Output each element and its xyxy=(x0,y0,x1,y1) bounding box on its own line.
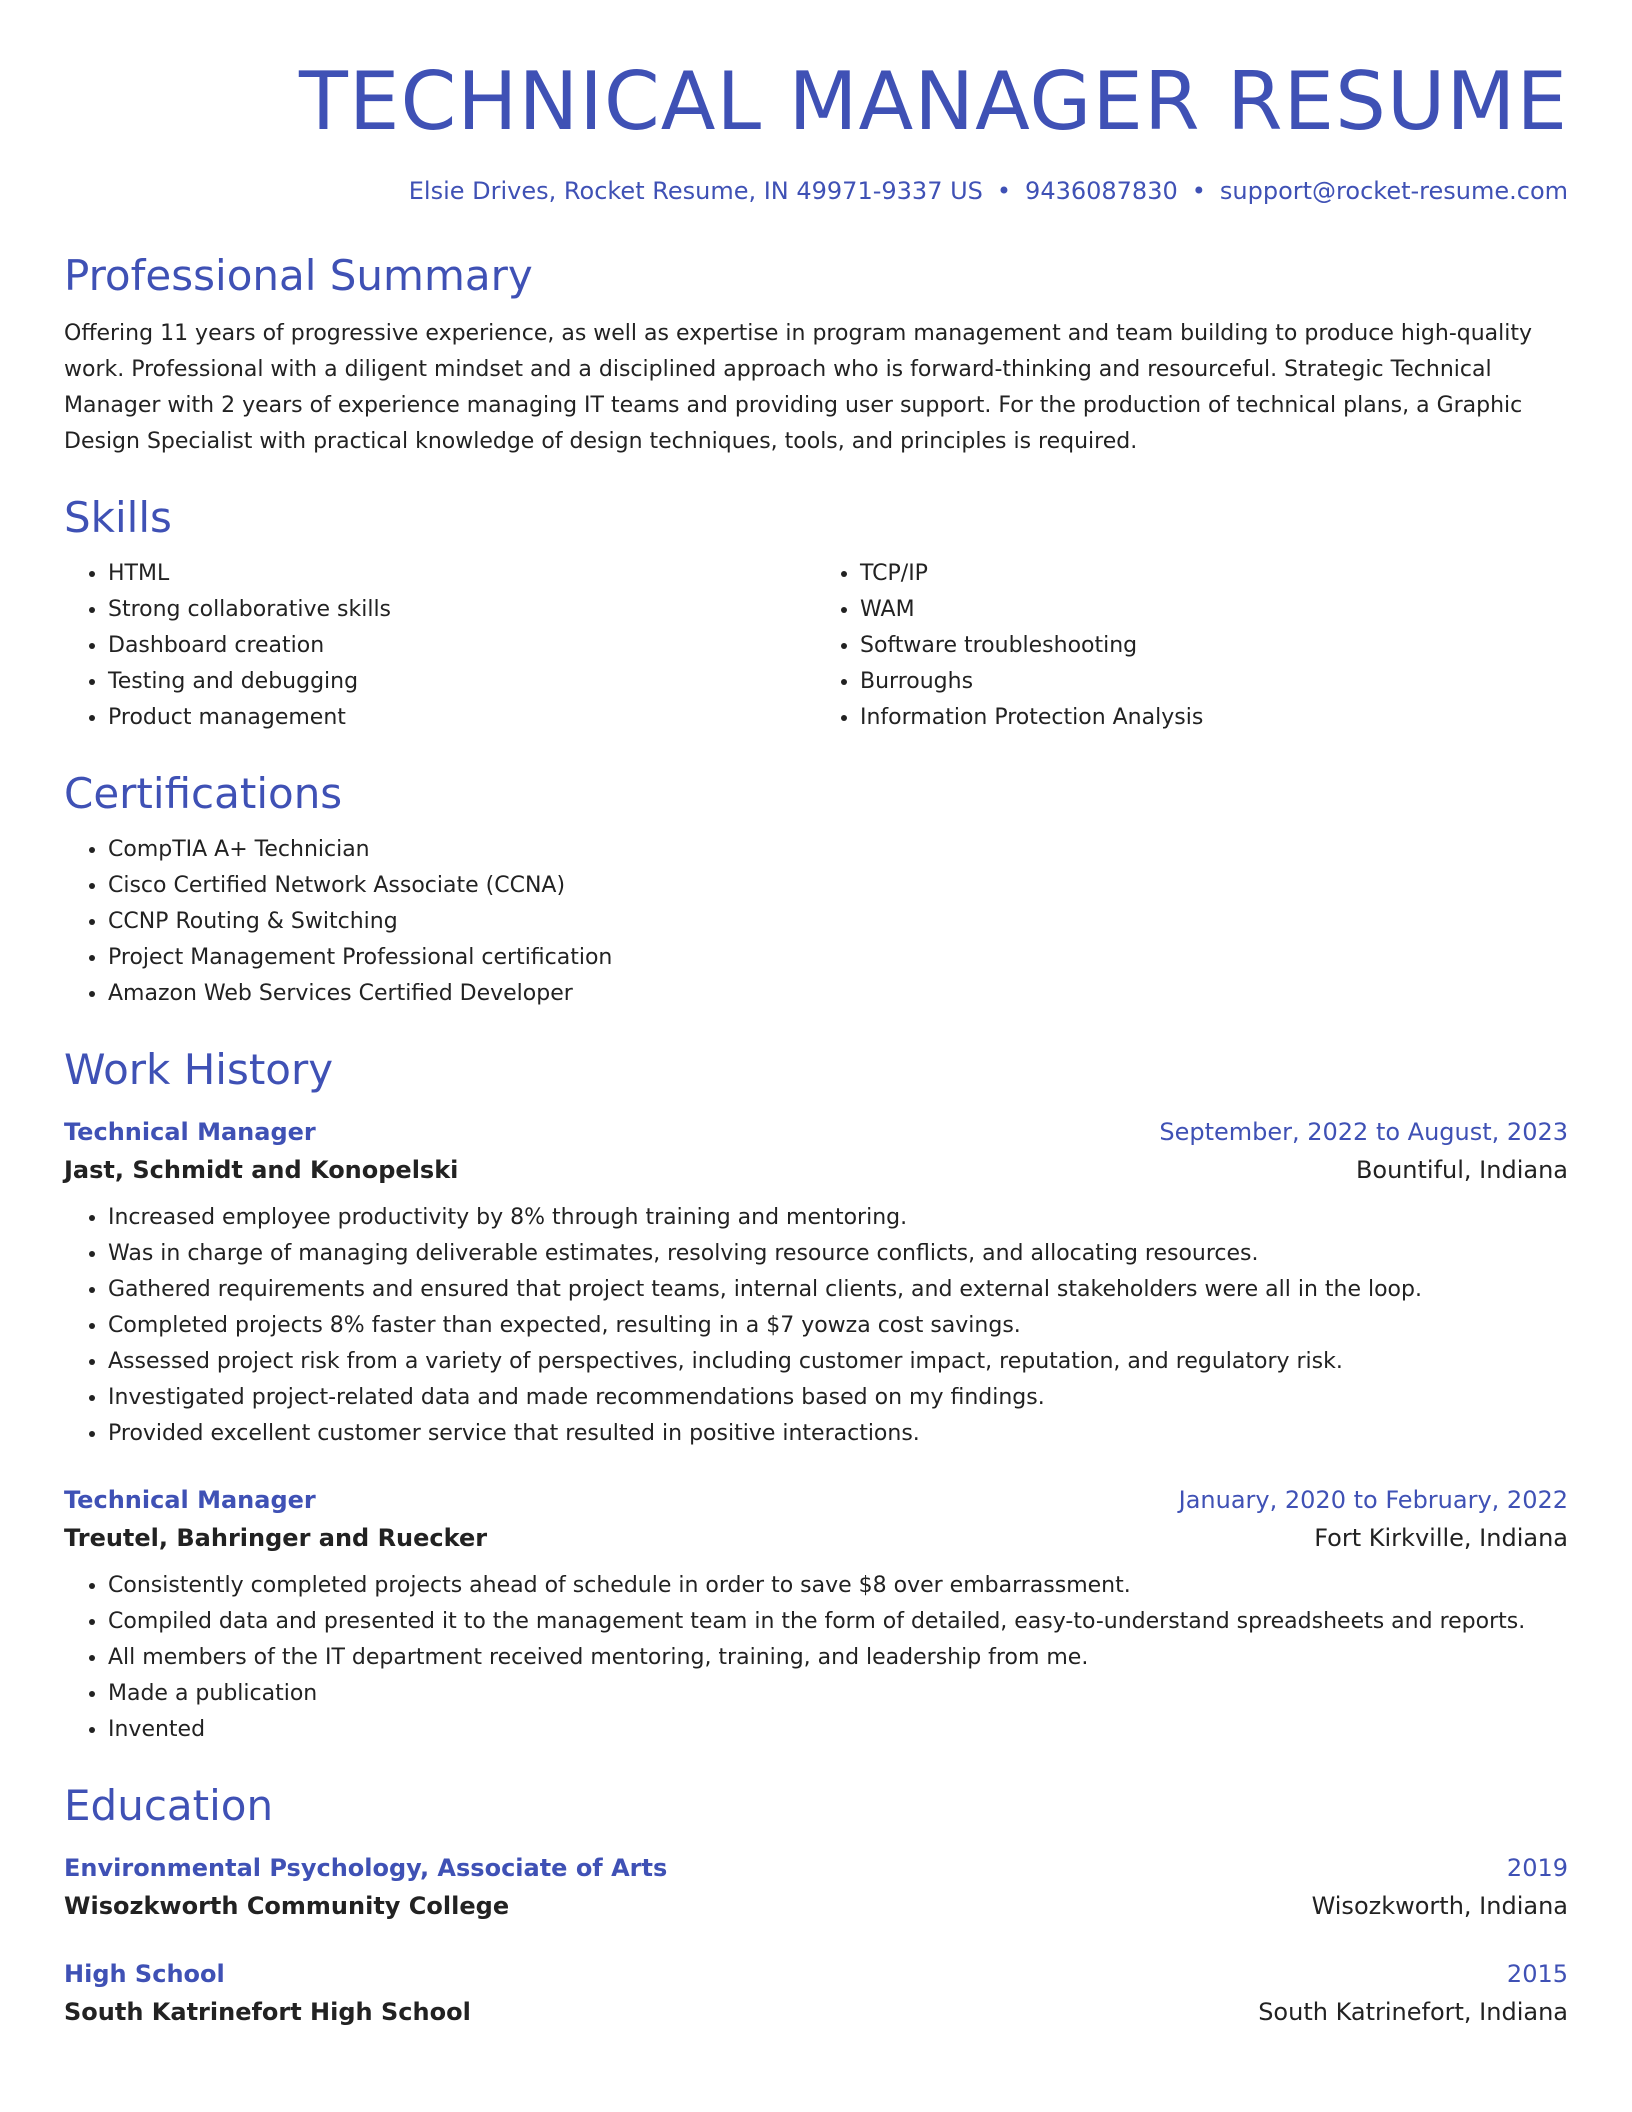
list-item: • WAM xyxy=(860,592,1568,628)
list-item: • TCP/IP xyxy=(860,556,1568,592)
degree: Environmental Psychology, Associate of Arts xyxy=(64,1854,668,1882)
email-link[interactable]: support@rocket-resume.com xyxy=(1219,177,1568,205)
job-entry xyxy=(64,1114,1568,1452)
list-item: • Dashboard creation xyxy=(108,628,816,664)
list-item: • Increased employee productivity by 8% through training and mentoring. xyxy=(108,1200,1568,1236)
section-heading-skills: Skills xyxy=(64,493,172,542)
job-dates: September, 2022 to August, 2023 xyxy=(1159,1118,1568,1146)
skills-list-right xyxy=(816,556,1568,736)
school-location: South Katrinefort, Indiana xyxy=(1258,1998,1568,2026)
education-header-row xyxy=(64,1956,1568,1992)
section-heading-certifications: Certifications xyxy=(64,769,343,818)
section-heading-education: Education xyxy=(64,1781,274,1830)
list-item: • Made a publication xyxy=(108,1676,1568,1712)
job-header-row xyxy=(64,1114,1568,1150)
education-section xyxy=(64,1778,1568,2032)
list-item: • Gathered requirements and ensured that project teams, internal clients, and external stakeholders were all in the loop. xyxy=(108,1272,1568,1308)
list-item: • CompTIA A+ Technician xyxy=(108,832,1568,868)
list-item: • CCNP Routing & Switching xyxy=(108,904,1568,940)
job-title: Technical Manager xyxy=(64,1118,316,1146)
list-item: • Was in charge of managing deliverable estimates, resolving resource conflicts, and allocating resources. xyxy=(108,1236,1568,1272)
separator-dot: • xyxy=(1191,177,1206,205)
job-company-row xyxy=(64,1150,1568,1190)
education-year: 2019 xyxy=(1506,1854,1568,1882)
list-item: • Provided excellent customer service that resulted in positive interactions. xyxy=(108,1416,1568,1452)
list-item: • Strong collaborative skills xyxy=(108,592,816,628)
company-name: Jast, Schmidt and Konopelski xyxy=(64,1156,459,1184)
phone: 9436087830 xyxy=(1025,177,1178,205)
list-item: • All members of the IT department received mentoring, training, and leadership from me. xyxy=(108,1640,1568,1676)
education-school-row xyxy=(64,1992,1568,2032)
skills-columns xyxy=(64,546,1568,736)
company-name: Treutel, Bahringer and Ruecker xyxy=(64,1524,488,1552)
certifications-list xyxy=(64,832,1568,1012)
list-item: • Cisco Certified Network Associate (CCNA) xyxy=(108,868,1568,904)
address: Elsie Drives, Rocket Resume, IN 49971-9337 US xyxy=(408,177,983,205)
section-heading-summary: Professional Summary xyxy=(64,251,533,300)
school-name: Wisozkworth Community College xyxy=(64,1892,510,1920)
school-name: South Katrinefort High School xyxy=(64,1998,471,2026)
skills-list-left xyxy=(64,556,816,736)
skills-section xyxy=(64,490,1568,736)
job-dates: January, 2020 to February, 2022 xyxy=(1178,1486,1568,1514)
education-year: 2015 xyxy=(1506,1960,1568,1988)
work-history-section xyxy=(64,1042,1568,1748)
list-item: • Assessed project risk from a variety of perspectives, including customer impact, reputation, and regulatory risk. xyxy=(108,1344,1568,1380)
education-school-row xyxy=(64,1886,1568,1926)
job-bullets xyxy=(64,1200,1568,1452)
job-title: Technical Manager xyxy=(64,1486,316,1514)
list-item: • Amazon Web Services Certified Developer xyxy=(108,976,1568,1012)
job-header-row xyxy=(64,1482,1568,1518)
list-item: • Software troubleshooting xyxy=(860,628,1568,664)
job-company-row xyxy=(64,1518,1568,1558)
list-item: • Testing and debugging xyxy=(108,664,816,700)
list-item: • Invented xyxy=(108,1712,1568,1748)
summary-section xyxy=(64,248,1568,460)
summary-text: Offering 11 years of progressive experience, as well as expertise in program management and team building to produce high-quality work. Professional with a diligent mindset and a disciplined approach who is forward-thinking and resourceful. Strategic Technical Manager with 2 years of experience managing IT teams and providing user support. For the production of technical plans, a Graphic Design Specialist with practical knowledge of design techniques, tools, and principles is required. xyxy=(64,321,1533,454)
separator-dot: • xyxy=(996,177,1012,205)
list-item: • HTML xyxy=(108,556,816,592)
education-header-row xyxy=(64,1850,1568,1886)
list-item: • Compiled data and presented it to the management team in the form of detailed, easy-to-understand spreadsheets and reports. xyxy=(108,1604,1568,1640)
job-bullets xyxy=(64,1568,1568,1748)
school-location: Wisozkworth, Indiana xyxy=(1311,1892,1568,1920)
education-entry xyxy=(64,1956,1568,2032)
job-location: Fort Kirkville, Indiana xyxy=(1314,1524,1568,1552)
contact-line xyxy=(64,174,1568,208)
list-item: • Completed projects 8% faster than expected, resulting in a $7 yowza cost savings. xyxy=(108,1308,1568,1344)
education-entry xyxy=(64,1850,1568,1926)
list-item: • Consistently completed projects ahead of schedule in order to save $8 over embarrassment. xyxy=(108,1568,1568,1604)
resume-title: TECHNICAL MANAGER RESUME xyxy=(299,55,1568,148)
list-item: • Burroughs xyxy=(860,664,1568,700)
list-item: • Information Protection Analysis xyxy=(860,700,1568,736)
list-item: • Project Management Professional certification xyxy=(108,940,1568,976)
section-heading-work-history: Work History xyxy=(64,1045,334,1094)
degree: High School xyxy=(64,1960,225,1988)
certifications-section xyxy=(64,766,1568,1012)
list-item: • Investigated project-related data and made recommendations based on my findings. xyxy=(108,1380,1568,1416)
list-item: • Product management xyxy=(108,700,816,736)
job-entry xyxy=(64,1482,1568,1748)
job-location: Bountiful, Indiana xyxy=(1355,1156,1568,1184)
